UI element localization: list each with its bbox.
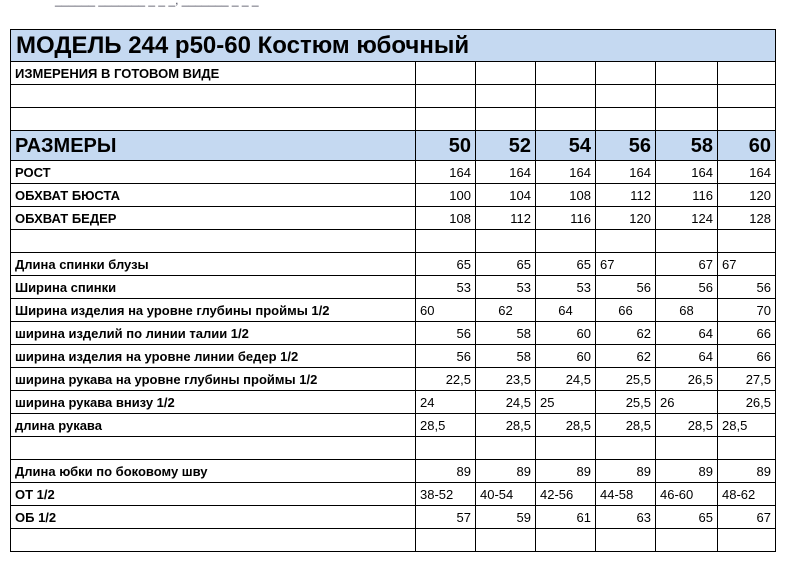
size-cell: 60 — [718, 131, 776, 161]
table-row — [11, 345, 776, 368]
value-cell: 67 — [656, 253, 718, 276]
value-cell: 53 — [476, 276, 536, 299]
value-cell: 26,5 — [656, 368, 718, 391]
value-cell: 56 — [656, 276, 718, 299]
value-cell: 68 — [656, 299, 718, 322]
value-cell: 56 — [596, 276, 656, 299]
empty-row — [11, 108, 776, 131]
value-cell: 89 — [656, 460, 718, 483]
value-cell: 104 — [476, 184, 536, 207]
value-cell: 59 — [476, 506, 536, 529]
table-row — [11, 253, 776, 276]
value-cell: 56 — [718, 276, 776, 299]
row-label: ОБХВАТ БЕДЕР — [11, 207, 416, 230]
value-cell: 67 — [718, 506, 776, 529]
measure-row — [11, 62, 776, 85]
empty-row — [11, 230, 776, 253]
value-cell: 24,5 — [536, 368, 596, 391]
value-cell: 28,5 — [718, 414, 776, 437]
value-cell: 42-56 — [536, 483, 596, 506]
value-cell: 89 — [476, 460, 536, 483]
value-cell: 60 — [536, 322, 596, 345]
value-cell: 63 — [596, 506, 656, 529]
value-cell: 25 — [536, 391, 596, 414]
value-cell: 44-58 — [596, 483, 656, 506]
value-cell: 62 — [596, 345, 656, 368]
value-cell: 65 — [656, 506, 718, 529]
table-row — [11, 483, 776, 506]
table-row — [11, 322, 776, 345]
table-row — [11, 506, 776, 529]
row-label: ОБХВАТ БЮСТА — [11, 184, 416, 207]
row-label: длина рукава — [11, 414, 416, 437]
empty-row — [11, 529, 776, 552]
value-cell: 56 — [416, 322, 476, 345]
value-cell: 120 — [596, 207, 656, 230]
sizes-label: РАЗМЕРЫ — [11, 131, 416, 161]
value-cell: 128 — [718, 207, 776, 230]
title-row — [11, 30, 776, 62]
value-cell: 62 — [476, 299, 536, 322]
value-cell: 23,5 — [476, 368, 536, 391]
size-cell: 52 — [476, 131, 536, 161]
value-cell: 164 — [416, 161, 476, 184]
cropped-header-text: ______ _______ _ _ _, _______ _ _ _ — [55, 0, 259, 7]
value-cell: 67 — [718, 253, 776, 276]
value-cell: 108 — [416, 207, 476, 230]
value-cell: 64 — [656, 345, 718, 368]
value-cell: 25,5 — [596, 391, 656, 414]
row-label: ОБ 1/2 — [11, 506, 416, 529]
value-cell: 53 — [536, 276, 596, 299]
value-cell: 38-52 — [416, 483, 476, 506]
value-cell: 28,5 — [656, 414, 718, 437]
value-cell: 60 — [416, 299, 476, 322]
value-cell: 46-60 — [656, 483, 718, 506]
value-cell: 120 — [718, 184, 776, 207]
row-label: Ширина спинки — [11, 276, 416, 299]
size-cell: 58 — [656, 131, 718, 161]
value-cell: 58 — [476, 322, 536, 345]
value-cell: 28,5 — [476, 414, 536, 437]
value-cell: 164 — [718, 161, 776, 184]
value-cell: 40-54 — [476, 483, 536, 506]
row-label: ширина изделия на уровне линии бедер 1/2 — [11, 345, 416, 368]
value-cell: 56 — [416, 345, 476, 368]
value-cell: 61 — [536, 506, 596, 529]
value-cell: 70 — [718, 299, 776, 322]
table-title: МОДЕЛЬ 244 р50-60 Костюм юбочный — [11, 30, 776, 62]
value-cell: 24,5 — [476, 391, 536, 414]
value-cell: 28,5 — [536, 414, 596, 437]
table-row — [11, 460, 776, 483]
row-label: РОСТ — [11, 161, 416, 184]
value-cell: 26,5 — [718, 391, 776, 414]
value-cell: 164 — [476, 161, 536, 184]
value-cell: 124 — [656, 207, 718, 230]
value-cell: 66 — [596, 299, 656, 322]
table-row — [11, 368, 776, 391]
measure-label: ИЗМЕРЕНИЯ В ГОТОВОМ ВИДЕ — [11, 62, 416, 85]
row-label: ширина рукава внизу 1/2 — [11, 391, 416, 414]
value-cell: 164 — [536, 161, 596, 184]
value-cell: 62 — [596, 322, 656, 345]
value-cell: 24 — [416, 391, 476, 414]
table-row — [11, 184, 776, 207]
value-cell: 100 — [416, 184, 476, 207]
value-cell: 65 — [476, 253, 536, 276]
value-cell: 112 — [596, 184, 656, 207]
size-cell: 50 — [416, 131, 476, 161]
value-cell: 66 — [718, 322, 776, 345]
value-cell: 53 — [416, 276, 476, 299]
value-cell: 89 — [416, 460, 476, 483]
value-cell: 65 — [416, 253, 476, 276]
value-cell: 164 — [656, 161, 718, 184]
value-cell: 60 — [536, 345, 596, 368]
table-row — [11, 207, 776, 230]
size-cell: 54 — [536, 131, 596, 161]
value-cell: 67 — [596, 253, 656, 276]
value-cell: 66 — [718, 345, 776, 368]
size-cell: 56 — [596, 131, 656, 161]
row-label: ширина рукава на уровне глубины проймы 1/2 — [11, 368, 416, 391]
value-cell: 26 — [656, 391, 718, 414]
value-cell: 48-62 — [718, 483, 776, 506]
value-cell: 65 — [536, 253, 596, 276]
table-row — [11, 299, 776, 322]
sizes-row — [11, 131, 776, 161]
value-cell: 22,5 — [416, 368, 476, 391]
value-cell: 64 — [536, 299, 596, 322]
value-cell: 108 — [536, 184, 596, 207]
empty-row — [11, 85, 776, 108]
value-cell: 27,5 — [718, 368, 776, 391]
table-row — [11, 391, 776, 414]
row-label: Длина юбки по боковому шву — [11, 460, 416, 483]
value-cell: 64 — [656, 322, 718, 345]
row-label: Ширина изделия на уровне глубины проймы 1/2 — [11, 299, 416, 322]
value-cell: 28,5 — [596, 414, 656, 437]
value-cell: 57 — [416, 506, 476, 529]
row-label: ОТ 1/2 — [11, 483, 416, 506]
size-chart-table — [10, 29, 776, 552]
value-cell: 112 — [476, 207, 536, 230]
value-cell: 58 — [476, 345, 536, 368]
value-cell: 116 — [656, 184, 718, 207]
value-cell: 89 — [536, 460, 596, 483]
empty-row — [11, 437, 776, 460]
value-cell: 28,5 — [416, 414, 476, 437]
row-label: ширина изделий по линии талии 1/2 — [11, 322, 416, 345]
value-cell: 89 — [718, 460, 776, 483]
table-row — [11, 161, 776, 184]
table-row — [11, 276, 776, 299]
row-label: Длина спинки блузы — [11, 253, 416, 276]
value-cell: 164 — [596, 161, 656, 184]
value-cell: 89 — [596, 460, 656, 483]
value-cell: 25,5 — [596, 368, 656, 391]
value-cell: 116 — [536, 207, 596, 230]
table-row — [11, 414, 776, 437]
